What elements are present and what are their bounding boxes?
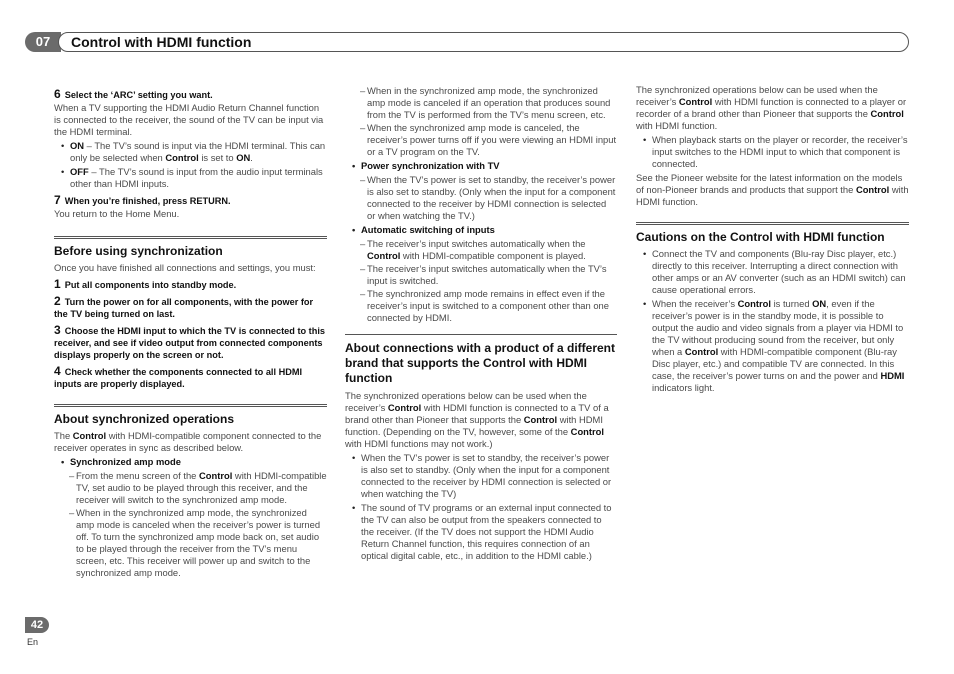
sync-amp-item-1: – From the menu screen of the Control with HDMI-compatible TV, set audio to be played through this receiver, and the receiver will switch to the synchronized amp mode.: [54, 470, 327, 506]
section-heading-sync-ops: About synchronized operations: [54, 404, 327, 426]
sync-step-3: 3 Choose the HDMI input to which the TV is connected to this receiver, and see if video output from connected components displays properly on the screen or not.: [54, 323, 326, 360]
caution-item-2: • When the receiver’s Control is turned ON, even if the receiver’s power is in the standby mode, it is possible to output the audio and video signals from a player via HDMI to the TV without producing sound from the receiver, but only when a Control with HDMI-compatible component (Blu-ray Disc player, etc.) and compatible TV are connected. In this case, the receiver’s power turns on and the power and HDMI indicators light.: [636, 298, 909, 394]
arc-on-option: • ON – The TV’s sound is input via the HDMI terminal. This can only be selected when Control is set to ON.: [54, 140, 327, 164]
page-number: 42: [25, 617, 49, 633]
caution-item-1: • Connect the TV and components (Blu-ray Disc player, etc.) directly to this receiver. Interrupting a direct connection with other amps or an AV converter (such as an HDMI switch) can cause operational errors.: [636, 248, 909, 296]
column-3: [636, 84, 909, 396]
section-intro: Once you have finished all connections and settings, you must:: [54, 262, 316, 273]
language-code: En: [27, 637, 39, 647]
arc-off-option: • OFF – The TV’s sound is input from the audio input terminals other than HDMI inputs.: [54, 166, 327, 190]
sync-step-1: 1 Put all components into standby mode.: [54, 277, 237, 291]
auto-switch-item-2: – The receiver’s input switches automatically when the TV’s input is switched.: [345, 263, 617, 287]
player-item-1: • When playback starts on the player or recorder, the receiver’s input switches to the HDMI input to which that component is connected.: [636, 134, 909, 170]
sync-ops-intro: The Control with HDMI-compatible component connected to the receiver operates in sync as described below.: [54, 430, 322, 453]
section-heading-before-sync: Before using synchronization: [54, 236, 327, 258]
sync-amp-item-4: – When the synchronized amp mode is canceled, the receiver’s power turns off if you were viewing an HDMI input or a TV program on the TV.: [345, 122, 617, 158]
auto-switch-label: • Automatic switching of inputs: [345, 224, 617, 236]
chapter-header: [25, 32, 909, 52]
sync-step-4: 4 Check whether the components connected to all HDMI inputs are properly displayed.: [54, 364, 303, 389]
step-7-body: You return to the Home Menu.: [54, 208, 180, 219]
chapter-title: Control with HDMI function: [71, 34, 252, 50]
step-6-body: When a TV supporting the HDMI Audio Return Channel function is connected to the receiver, the sound of the TV can be input via the HDMI terminal.: [54, 102, 324, 137]
pioneer-website-note: See the Pioneer website for the latest information on the models of non-Pioneer brands and products that support the Control with HDMI function.: [636, 172, 909, 207]
other-brand-item-1: • When the TV’s power is set to standby, the receiver’s power is also set to standby. (Only when the input for a component connected to the receiver by HDMI connection is selected or when watching the TV): [345, 452, 617, 500]
step-6: 6 Select the ‘ARC’ setting you want.: [54, 87, 213, 101]
chapter-number: 07: [25, 32, 61, 52]
chapter-title-box: [58, 32, 909, 52]
sync-amp-mode-label: • Synchronized amp mode: [54, 456, 327, 468]
section-heading-cautions: Cautions on the Control with HDMI function: [636, 222, 909, 244]
power-sync-label: • Power synchronization with TV: [345, 160, 617, 172]
sync-step-2: 2 Turn the power on for all components, with the power for the TV being turned on last.: [54, 294, 314, 319]
sync-amp-item-3: – When in the synchronized amp mode, the synchronized amp mode is canceled if an operation that produces sound from the TV is performed from the TV’s menu screen, etc.: [345, 85, 617, 121]
power-sync-item: – When the TV’s power is set to standby, the receiver’s power is also set to standby. (Only when the input for a component connected to the receiver by HDMI connection is selected or when watching the TV.): [345, 174, 617, 222]
auto-switch-item-3: – The synchronized amp mode remains in effect even if the receiver’s input is switched to a component other than one connected by HDMI.: [345, 288, 617, 324]
column-2: [345, 84, 617, 564]
step-7: 7 When you’re finished, press RETURN.: [54, 193, 231, 207]
other-brand-item-2: • The sound of TV programs or an external input connected to the TV can also be output from the speakers connected to the receiver. (If the TV does not support the HDMI Audio Return Channel function, this requires connection of an optical digital cable, etc., in addition to the HDMI cable.): [345, 502, 617, 562]
player-intro: The synchronized operations below can be used when the receiver’s Control with HDMI function is connected to a player or recorder of a brand other than Pioneer that supports the Control with HDMI function.: [636, 84, 907, 131]
section-heading-other-brand: About connections with a product of a different brand that supports the Control with HDMI function: [345, 334, 617, 386]
sync-amp-item-2: – When in the synchronized amp mode, the synchronized amp mode is canceled when the receiver’s power is turned off. To turn the synchronized amp mode back on, set audio to be played through the receiver from the TV’s menu screen, etc. This receiver will power up and switch to the synchronized amp mode.: [54, 507, 327, 579]
other-brand-intro: The synchronized operations below can be used when the receiver’s Control with HDMI function is connected to a TV of a brand other than Pioneer that supports the Control with HDMI function. (Depending on the TV, however, some of the Control with HDMI functions may not work.): [345, 390, 609, 449]
auto-switch-item-1: – The receiver’s input switches automatically when the Control with HDMI-compatible component is played.: [345, 238, 617, 262]
column-1: [54, 84, 327, 580]
